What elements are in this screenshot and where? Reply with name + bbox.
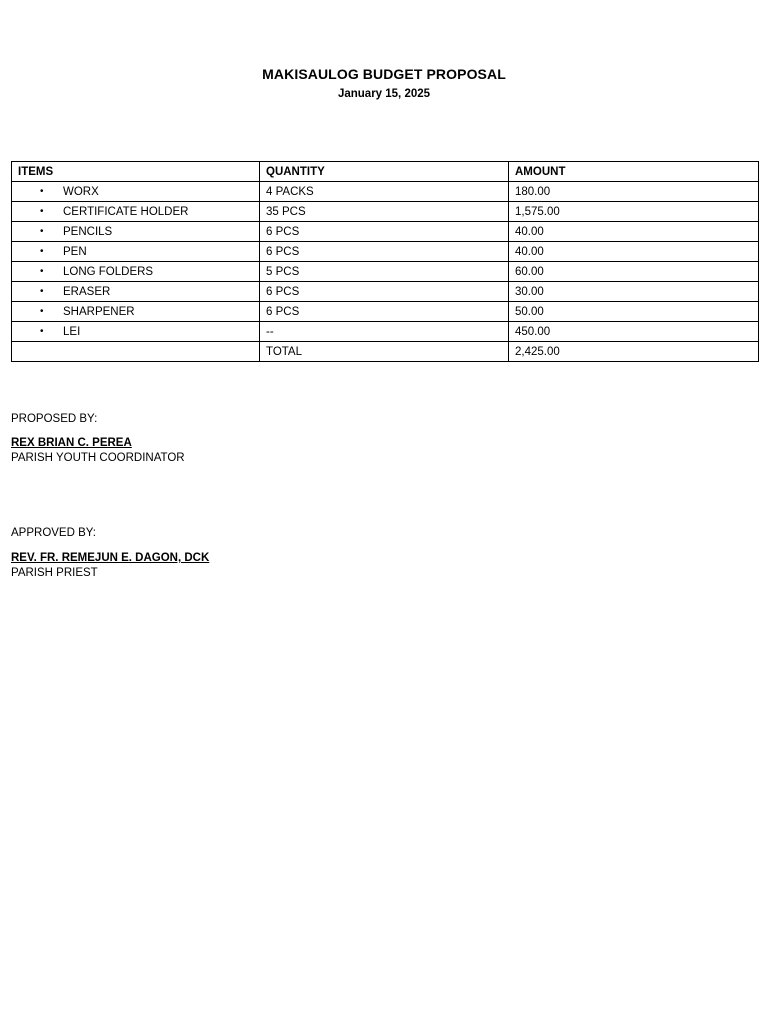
item-cell bbox=[12, 282, 260, 302]
bullet-icon: • bbox=[40, 265, 44, 277]
bullet-icon: • bbox=[40, 245, 44, 257]
item-name: SHARPENER bbox=[63, 305, 135, 318]
item-name: LONG FOLDERS bbox=[63, 265, 154, 278]
document-date: January 15, 2025 bbox=[337, 88, 431, 100]
approved-by-name: REV. FR. REMEJUN E. DAGON, DCK bbox=[11, 552, 210, 564]
bullet-icon: • bbox=[40, 185, 44, 197]
item-name: ERASER bbox=[63, 285, 111, 298]
bullet-icon: • bbox=[40, 305, 44, 317]
quantity-cell: 35 PCS bbox=[260, 202, 509, 222]
bullet-icon: • bbox=[40, 205, 44, 217]
amount-cell: 50.00 bbox=[509, 302, 759, 322]
amount-cell: 1,575.00 bbox=[509, 202, 759, 222]
item-cell bbox=[12, 322, 260, 342]
item-name: CERTIFICATE HOLDER bbox=[63, 205, 189, 218]
proposed-by-name: REX BRIAN C. PEREA bbox=[11, 437, 132, 449]
total-label: TOTAL bbox=[260, 342, 509, 362]
total-empty-cell bbox=[12, 342, 260, 362]
item-cell bbox=[12, 262, 260, 282]
proposed-by-role: PARISH YOUTH COORDINATOR bbox=[11, 452, 185, 464]
amount-cell: 40.00 bbox=[509, 222, 759, 242]
table-row bbox=[12, 322, 759, 342]
table-row bbox=[12, 242, 759, 262]
document-title: MAKISAULOG BUDGET PROPOSAL bbox=[262, 66, 506, 82]
item-name: WORX bbox=[63, 185, 99, 198]
bullet-icon: • bbox=[40, 285, 44, 297]
item-cell bbox=[12, 182, 260, 202]
amount-column-header: AMOUNT bbox=[509, 162, 759, 182]
approved-by-block bbox=[11, 526, 209, 581]
item-cell bbox=[12, 222, 260, 242]
item-name: LEI bbox=[63, 325, 81, 338]
quantity-cell: 6 PCS bbox=[260, 242, 509, 262]
table-row bbox=[12, 262, 759, 282]
table-row bbox=[12, 182, 759, 202]
item-name: PENCILS bbox=[63, 225, 113, 238]
table-row bbox=[12, 222, 759, 242]
quantity-column-header: QUANTITY bbox=[260, 162, 509, 182]
bullet-icon: • bbox=[40, 325, 44, 337]
table-row bbox=[12, 302, 759, 322]
table-row bbox=[12, 202, 759, 222]
approved-by-role: PARISH PRIEST bbox=[11, 567, 98, 579]
approved-by-label: APPROVED BY: bbox=[11, 527, 97, 539]
amount-cell: 40.00 bbox=[509, 242, 759, 262]
quantity-cell: 4 PACKS bbox=[260, 182, 509, 202]
budget-table bbox=[11, 161, 759, 362]
quantity-cell: 6 PCS bbox=[260, 282, 509, 302]
total-amount: 2,425.00 bbox=[509, 342, 759, 362]
item-cell bbox=[12, 202, 260, 222]
items-column-header: ITEMS bbox=[12, 162, 260, 182]
total-row bbox=[12, 342, 759, 362]
item-name: PEN bbox=[63, 245, 87, 258]
quantity-cell: 6 PCS bbox=[260, 302, 509, 322]
quantity-cell: -- bbox=[260, 322, 509, 342]
item-cell bbox=[12, 302, 260, 322]
amount-cell: 60.00 bbox=[509, 262, 759, 282]
amount-cell: 450.00 bbox=[509, 322, 759, 342]
proposed-by-label: PROPOSED BY: bbox=[11, 413, 98, 425]
quantity-cell: 6 PCS bbox=[260, 222, 509, 242]
proposed-by-block bbox=[11, 412, 185, 466]
item-cell bbox=[12, 242, 260, 262]
amount-cell: 180.00 bbox=[509, 182, 759, 202]
table-row bbox=[12, 282, 759, 302]
quantity-cell: 5 PCS bbox=[260, 262, 509, 282]
bullet-icon: • bbox=[40, 225, 44, 237]
table-header-row bbox=[12, 162, 759, 182]
amount-cell: 30.00 bbox=[509, 282, 759, 302]
